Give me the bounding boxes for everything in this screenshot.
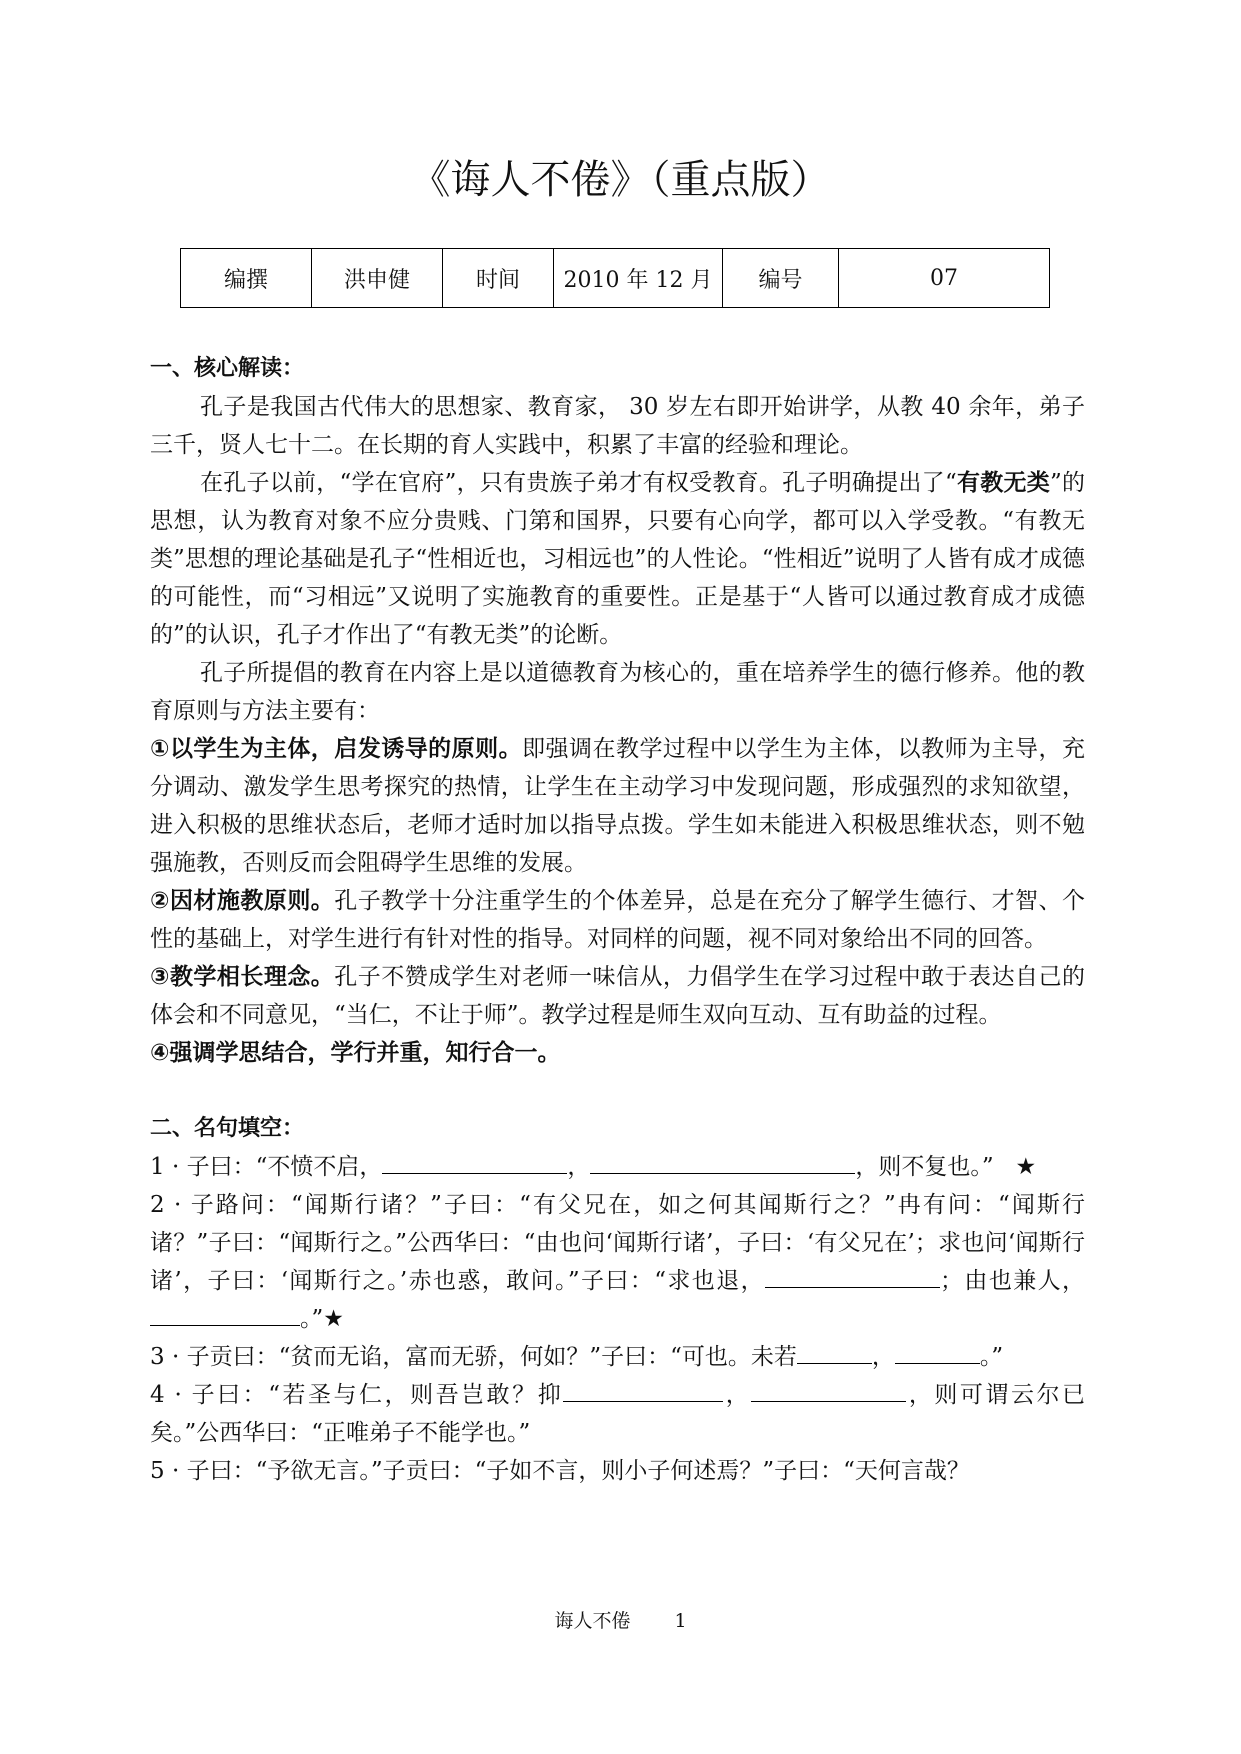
quote-text: 2 · 子路问：“闻斯行诸？”子曰：“有父兄在，如之何其闻斯行之？”冉有问：“闻斯行诸？”子曰：“闻斯行之。”公西华曰：“由也问‘闻斯行诸’，子曰：‘有父兄在’；求也问‘闻斯行诸’，子曰：‘闻斯行之。’赤也惑，敢问。”子曰：“求也退， xyxy=(150,1192,1085,1294)
principle-3 xyxy=(150,958,1085,1034)
paragraph-intro: 孔子是我国古代伟大的思想家、教育家， 30 岁左右即开始讲学，从教 40 余年，弟子三千，贤人七十二。在长期的育人实践中，积累了丰富的经验和理论。 xyxy=(150,394,1085,458)
meta-table xyxy=(180,248,1050,308)
principle-2-text: 孔子教学十分注重学生的个体差异，总是在充分了解学生德行、才智、个性的基础上，对学生进行有针对性的指导。对同样的问题，视不同对象给出不同的回答。 xyxy=(150,888,1085,952)
principle-2-title: ②因材施教原则。 xyxy=(150,888,335,914)
fill-blank[interactable] xyxy=(751,1377,906,1402)
star-icon: ★ xyxy=(323,1306,344,1332)
quote-text: ， xyxy=(871,1344,895,1370)
footer-title: 诲人不倦 xyxy=(554,1610,631,1632)
meta-row xyxy=(181,249,1050,308)
quote-item-2 xyxy=(150,1186,1085,1338)
section-heading-core: 一、核心解读： xyxy=(150,356,305,381)
paragraph-text: ”的思想，认为教育对象不应分贵贱、门第和国界，只要有心向学，都可以入学受教。“有教无类”思想的理论基础是孔子“性相近也，习相远也”的人性论。“性相近”说明了人皆有成才成德的可能性，而“习相远”又说明了实施教育的重要性。正是基于“人皆可以通过教育成才成德的”的认识，孔子才作出了“有教无类”的论断。 xyxy=(150,470,1085,648)
paragraph-principles-intro: 孔子所提倡的教育在内容上是以道德教育为核心的，重在培养学生的德行修养。他的教育原则与方法主要有： xyxy=(150,660,1085,724)
quote-text: ，则可谓云尔已矣。”公西华曰：“正唯弟子不能学也。” xyxy=(150,1382,1086,1446)
time-label-cell: 时间 xyxy=(443,249,554,308)
section-gap xyxy=(150,1072,1085,1110)
page-footer xyxy=(0,1606,1241,1633)
paragraph-text: 在孔子以前，“学在官府”，只有贵族子弟才有权受教育。孔子明确提出了“ xyxy=(200,470,957,496)
author-label-cell: 编撰 xyxy=(181,249,312,308)
quote-item-4 xyxy=(150,1376,1085,1452)
paragraph-education-for-all xyxy=(150,464,1085,654)
quote-text: ， xyxy=(567,1154,591,1180)
fill-blank[interactable] xyxy=(590,1149,855,1174)
author-cell: 洪申健 xyxy=(312,249,443,308)
fill-blank[interactable] xyxy=(797,1339,872,1364)
document-body xyxy=(150,350,1085,1490)
star-icon: ★ xyxy=(1015,1154,1037,1180)
quote-text: 。” xyxy=(300,1306,324,1332)
quote-text: 3 · 子贡曰：“贫而无谄，富而无骄，何如？”子曰：“可也。未若 xyxy=(150,1344,797,1370)
quote-text: 。” xyxy=(979,1344,1004,1370)
principle-1-text: 即强调在教学过程中以学生为主体，以教师为主导，充分调动、激发学生思考探究的热情，让学生在主动学习中发现问题，形成强烈的求知欲望，进入积极的思维状态后，老师才适时加以指导点拨。学生如未能进入积极思维状态，则不勉强施教，否则反而会阻碍学生思维的发展。 xyxy=(150,736,1085,876)
fill-blank[interactable] xyxy=(563,1377,723,1402)
bold-phrase: 有教无类 xyxy=(956,470,1050,496)
principle-3-title: ③教学相长理念。 xyxy=(150,964,335,990)
quote-item-5: 5 · 子曰：“予欲无言。”子贡曰：“子如不言，则小子何述焉？”子曰：“天何言哉？ xyxy=(150,1458,970,1484)
fill-blank[interactable] xyxy=(382,1149,567,1174)
principle-1 xyxy=(150,730,1085,882)
section-heading-quotes: 二、名句填空： xyxy=(150,1116,305,1141)
fill-blank[interactable] xyxy=(895,1339,980,1364)
quote-text: ， xyxy=(723,1382,752,1408)
principle-3-text: 孔子不赞成学生对老师一味信从，力倡学生在学习过程中敢于表达自己的体会和不同意见，“当仁，不让于师”。教学过程是师生双向互动、互有助益的过程。 xyxy=(150,964,1085,1028)
fill-blank[interactable] xyxy=(765,1263,940,1288)
quote-text: 1 · 子曰：“不愤不启， xyxy=(150,1154,383,1180)
document-title: 《诲人不倦》（重点版） xyxy=(410,157,831,203)
principle-2 xyxy=(150,882,1085,958)
fill-blank[interactable] xyxy=(150,1301,300,1326)
principle-4: ④强调学思结合，学行并重，知行合一。 xyxy=(150,1040,561,1066)
number-cell: 07 xyxy=(839,249,1050,308)
time-cell: 2010 年 12 月 xyxy=(554,249,723,308)
quote-item-3 xyxy=(150,1338,1085,1376)
page-number: 1 xyxy=(674,1610,687,1632)
quote-text: ，则不复也。” xyxy=(855,1154,994,1180)
quote-item-1 xyxy=(150,1148,1085,1186)
quote-text: 4 · 子曰：“若圣与仁，则吾岂敢？抑 xyxy=(150,1382,564,1408)
quote-text: ；由也兼人， xyxy=(940,1268,1086,1294)
number-label-cell: 编号 xyxy=(723,249,839,308)
principle-1-title: ①以学生为主体，启发诱导的原则。 xyxy=(150,736,523,762)
